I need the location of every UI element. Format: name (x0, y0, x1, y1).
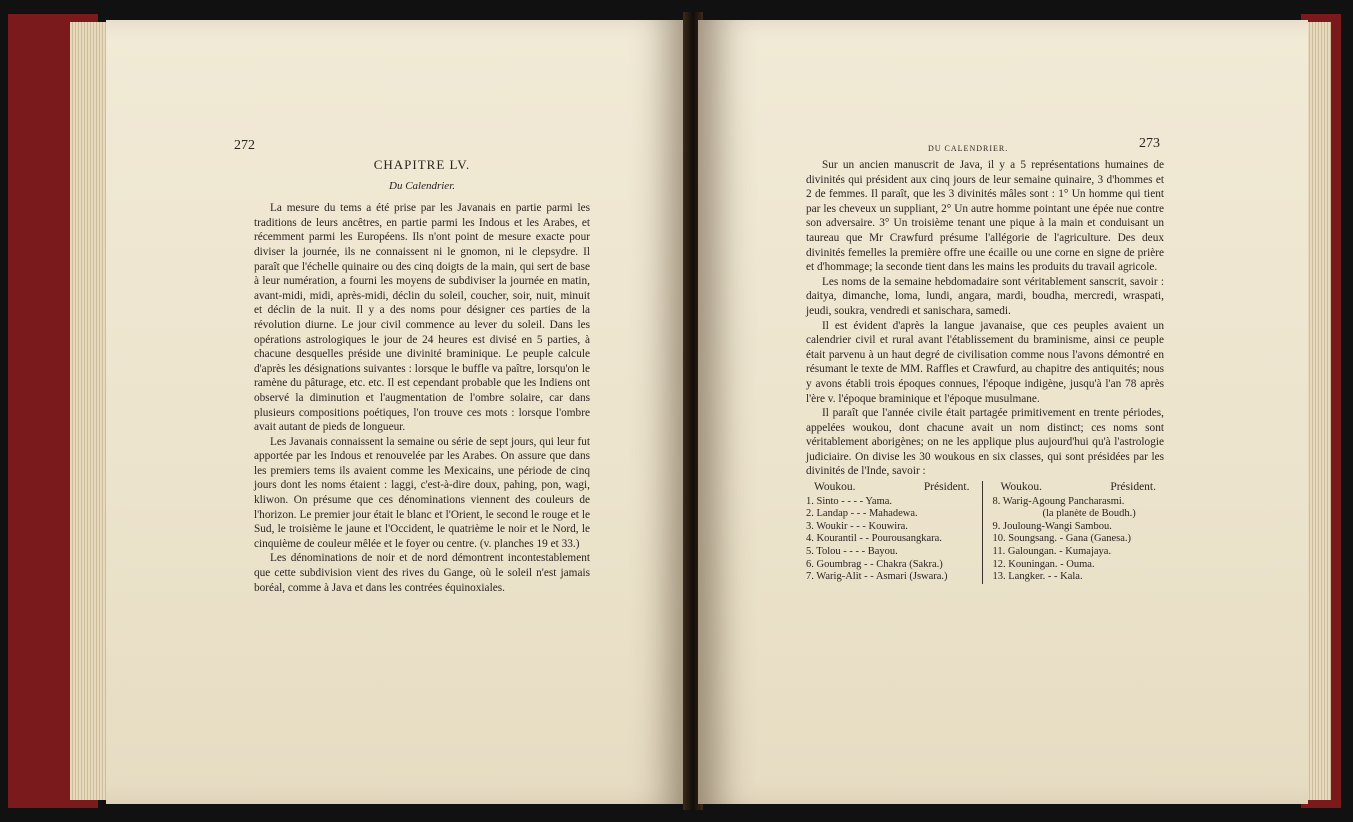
paragraph: La mesure du tems a été prise par les Javanais en partie parmi les traditions de leurs ancêtres, en partie parmi les Indous et les Arabes, et récemment parmi les Européens. Ils n'ont point de mesure exacte pour diviser la journée, ils ne connaissent ni le gnomon, ni le clepsydre. Il paraît que l'échelle quinaire ou des cinq doigts de la main, qui sert de base à leur numération, a fourni les moyens de subdiviser la journée en matin, avant-midi, midi, après-midi, déclin du soleil, coucher, soir, nuit, minuit et déclin de la nuit. Il y a des noms pour désigner ces parties de la révolution diurne. Le jour civil commence au lever du soleil. Dans les opérations astrologiques le jour de 24 heures est divisé en 5 parties, à chacune desquelles préside une divinité braminique. Le peuple calcule d'après les désignations suivantes : lorsque le buffle va paître, lorsqu'on le ramène du pâturage, etc. etc. Il est cependant probable que les Indiens ont observé la diminution et l'augmentation de l'ombre solaire, car dans plusieurs compositions poétiques, l'on trouve ces mots : lorsque l'ombre avait autant de pieds de longueur. (254, 202, 590, 434)
paragraph: Les dénominations de noir et de nord démontrent incontestablement que cette subdivision vient des rives du Gange, où le soleil n'est jamais boréal, comme à Java et dans les contrées équinoxiales. (254, 552, 590, 594)
table-row: 1. Sinto - - - - Yama. (806, 495, 893, 507)
paragraph: Il est évident d'après la langue javanaise, que ces peuples avaient un calendrier civil et rural avant l'établissement du braminisme, ainsi ce peuple était parvenu à un haut degré de civilisation comme nous l'avons démontré en résumant le texte de MM. Raffles et Crawfurd, au chapitre des antiquités; nous y avons établi trois époques connues, l'époque indigène, jusqu'à l'an 78 après l'ère v. l'époque braminique et l'époque musulmane. (806, 319, 1164, 405)
table-header (993, 481, 1165, 494)
page-edges-left (70, 22, 110, 800)
right-page-text (806, 158, 1164, 584)
chapter-subtitle: Du Calendrier. (389, 179, 455, 192)
table-row: 11. Galoungan. - Kumajaya. (992, 546, 1112, 558)
table-row: 10. Soungsang. - Gana (Ganesa.) (992, 533, 1132, 545)
paragraph: Sur un ancien manuscrit de Java, il y a 5 représentations humaines de divinités qui président aux cinq jours de leur semaine quinaire, 3 d'hommes et 2 de femmes. Il paraît, que les 3 divinités mâles sont : 1° Un homme qui tient par les cheveux un suppliant, 2° Un autre homme pointant une épée nue contre son adversaire. 3° Un troisième tenant une pique à la main et conduisant un taureau que Mr Crawfurd présume l'allégorie de l'agriculture. Des deux divinités femelles la première offre une écaille ou une corne en signe de prière et d'hommage; la seconde tient dans les mains les produits du travail agricole. (806, 159, 1164, 274)
paragraph: Les Javanais connaissent la semaine ou série de sept jours, qui leur fut apportée par les Indous et renouvelée par les Arabes. On assure que dans les premiers tems ils avaient comme les Mexicains, une période de cinq jours dont les noms étaient : laggi, c'est-à-dire doux, pahing, pon, wagi, kliwon. On présume que ces dénominations viennent des couleurs de l'horizon. Le premier jour était le blanc et l'Orient, le second le rouge et le Sud, le troisième le jaune et l'Occident, le quatrième le noir et le Nord, le cinquième de couleur mêlée et le foyer ou centre. (v. planches 19 et 33.) (254, 435, 590, 550)
table-row: 3. Woukir - - - Kouwira. (806, 520, 908, 532)
page-number: 272 (234, 138, 255, 153)
table-header (806, 481, 978, 494)
table-row: (la planète de Boudh.) (1042, 508, 1136, 520)
header-woukou: Woukou. (814, 481, 856, 494)
header-woukou: Woukou. (1000, 481, 1043, 494)
woukou-column-right (983, 481, 1165, 584)
left-page-text (254, 156, 590, 595)
page-number: 273 (1139, 136, 1160, 151)
left-page (106, 20, 688, 804)
table-row: 7. Warig-Alit - - Asmari (Jswara.) (806, 571, 948, 583)
header-president: Président. (923, 481, 970, 494)
table-row: 2. Landap - - - Mahadewa. (806, 508, 918, 520)
header-president: Président. (1110, 481, 1156, 494)
paragraph: Il paraît que l'année civile était partagée primitivement en trente périodes, appelées woukou, dont chacune avait un nom distinct; ces noms sont véritablement aborigènes; on ne les applique plus aujourd'hui qu'à l'astrologie judiciaire. On divise les 30 woukous en six classes, qui sont présidées par les divinités de l'Inde, savoir : (806, 407, 1164, 478)
running-head: DU CALENDRIER. (928, 144, 1009, 153)
table-row: 8. Warig-Agoung Pancharasmi. (992, 495, 1125, 507)
table-row: 9. Joulоung-Wangi Sambou. (992, 520, 1112, 532)
table-row: 6. Goumbrag - - Chakra (Sakra.) (806, 558, 943, 570)
woukou-table (806, 481, 1164, 584)
chapter-title: CHAPITRE LV. (373, 157, 471, 172)
right-page (698, 20, 1308, 804)
paragraph: Les noms de la semaine hebdomadaire sont véritablement sanscrit, savoir : daitya, dimanche, loma, lundi, angara, mardi, boudha, mercredi, wraspati, jeudi, soukra, vendredi et sanischara, samedi. (806, 275, 1164, 317)
woukou-column-left (806, 481, 983, 584)
table-row: 13. Langker. - - Kala. (992, 571, 1083, 583)
table-row: 12. Kouningan. - Ouma. (992, 558, 1095, 570)
table-row: 4. Kourantil - - Pourousangkara. (806, 533, 942, 545)
table-row: 5. Tolou - - - - Bayou. (806, 546, 898, 558)
